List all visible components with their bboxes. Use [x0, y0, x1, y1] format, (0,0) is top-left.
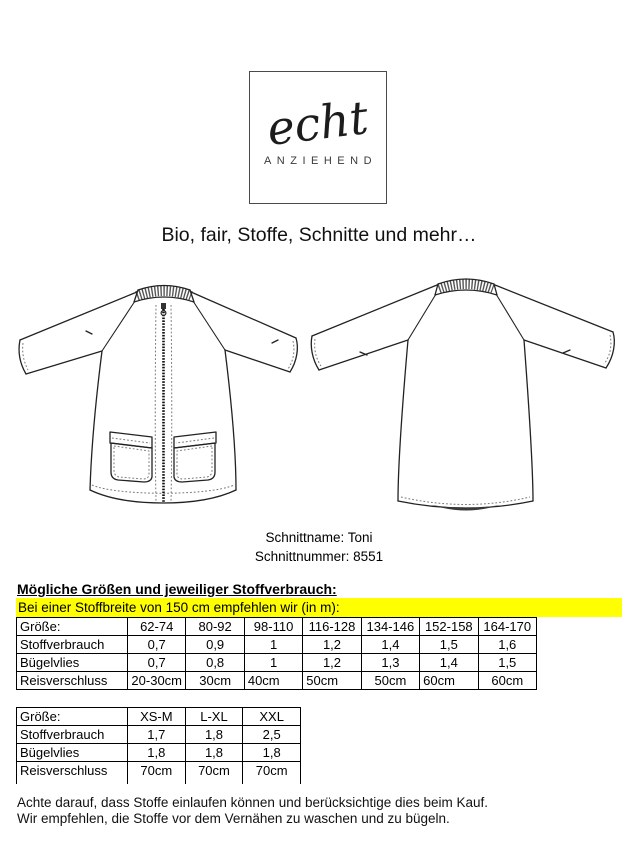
care-note: [17, 795, 488, 827]
pattern-number: Schnittnummer: 8551: [254, 549, 384, 564]
fabric-usage-table-children-sizes: [16, 617, 537, 690]
value-cell: 1,8: [185, 726, 243, 744]
value-cell: 1,5: [478, 654, 536, 672]
row-label-cell: Reisverschluss: [17, 672, 128, 690]
value-cell: 70cm: [128, 762, 186, 784]
value-cell: 1: [244, 636, 302, 654]
table-row: [17, 744, 301, 762]
value-cell: 1,6: [478, 636, 536, 654]
value-cell: 1,8: [185, 744, 243, 762]
table-row: [17, 654, 537, 672]
fabric-usage-table-adult-sizes: [16, 707, 301, 784]
row-label-cell: Bügelvlies: [17, 654, 128, 672]
brand-logo-script-text: echt: [264, 89, 372, 156]
row-label-cell: Reisverschluss: [17, 762, 128, 784]
value-cell: 40cm: [244, 672, 302, 690]
table-row: [17, 672, 537, 690]
value-cell: 20-30cm: [128, 672, 186, 690]
row-label-cell: Größe:: [17, 618, 128, 636]
brand-logo-subtitle: ANZIEHEND: [263, 154, 378, 167]
value-cell: 50cm: [303, 672, 361, 690]
value-cell: 0,8: [186, 654, 244, 672]
value-cell: 70cm: [243, 762, 301, 784]
value-cell: XXL: [243, 708, 301, 726]
value-cell: 1,4: [420, 654, 478, 672]
care-note-line1: Achte darauf, dass Stoffe einlaufen können und berücksichtige dies beim Kauf.: [17, 795, 489, 810]
value-cell: 1,7: [128, 726, 186, 744]
value-cell: 1,2: [303, 636, 361, 654]
brand-logo: [249, 71, 387, 204]
table-row: [17, 762, 301, 784]
garment-front-view-drawing: [6, 276, 310, 520]
row-label-cell: Bügelvlies: [17, 744, 128, 762]
table-row: [17, 618, 537, 636]
table-row: [17, 636, 537, 654]
fabric-width-highlight: Bei einer Stoffbreite von 150 cm empfehlen wir (in m):: [16, 598, 622, 617]
value-cell: 1,8: [128, 744, 186, 762]
value-cell: 60cm: [478, 672, 536, 690]
value-cell: 116-128: [303, 618, 361, 636]
value-cell: 60cm: [420, 672, 478, 690]
value-cell: 70cm: [185, 762, 243, 784]
value-cell: 2,5: [243, 726, 301, 744]
value-cell: 0,7: [128, 636, 186, 654]
care-note-line2: Wir empfehlen, die Stoffe vor dem Vernähen zu waschen und zu bügeln.: [17, 811, 450, 826]
table-row: [17, 726, 301, 744]
table-row: [17, 708, 301, 726]
value-cell: XS-M: [128, 708, 186, 726]
value-cell: 164-170: [478, 618, 536, 636]
value-cell: 1,8: [243, 744, 301, 762]
value-cell: 152-158: [420, 618, 478, 636]
value-cell: 62-74: [128, 618, 186, 636]
value-cell: L-XL: [185, 708, 243, 726]
value-cell: 30cm: [186, 672, 244, 690]
value-cell: 80-92: [186, 618, 244, 636]
value-cell: 1,4: [361, 636, 419, 654]
value-cell: 134-146: [361, 618, 419, 636]
row-label-cell: Größe:: [17, 708, 128, 726]
value-cell: 98-110: [244, 618, 302, 636]
pattern-name: Schnittname: Toni: [265, 530, 373, 545]
value-cell: 0,7: [128, 654, 186, 672]
value-cell: 0,9: [186, 636, 244, 654]
value-cell: 1: [244, 654, 302, 672]
row-label-cell: Stoffverbrauch: [17, 636, 128, 654]
value-cell: 50cm: [361, 672, 419, 690]
section-heading: Mögliche Größen und jeweiliger Stoffverbrauch:: [17, 581, 337, 597]
tagline: Bio, fair, Stoffe, Schnitte und mehr…: [161, 224, 477, 246]
value-cell: 1,2: [303, 654, 361, 672]
value-cell: 1,5: [420, 636, 478, 654]
value-cell: 1,3: [361, 654, 419, 672]
row-label-cell: Stoffverbrauch: [17, 726, 128, 744]
garment-back-view-drawing: [302, 270, 638, 522]
